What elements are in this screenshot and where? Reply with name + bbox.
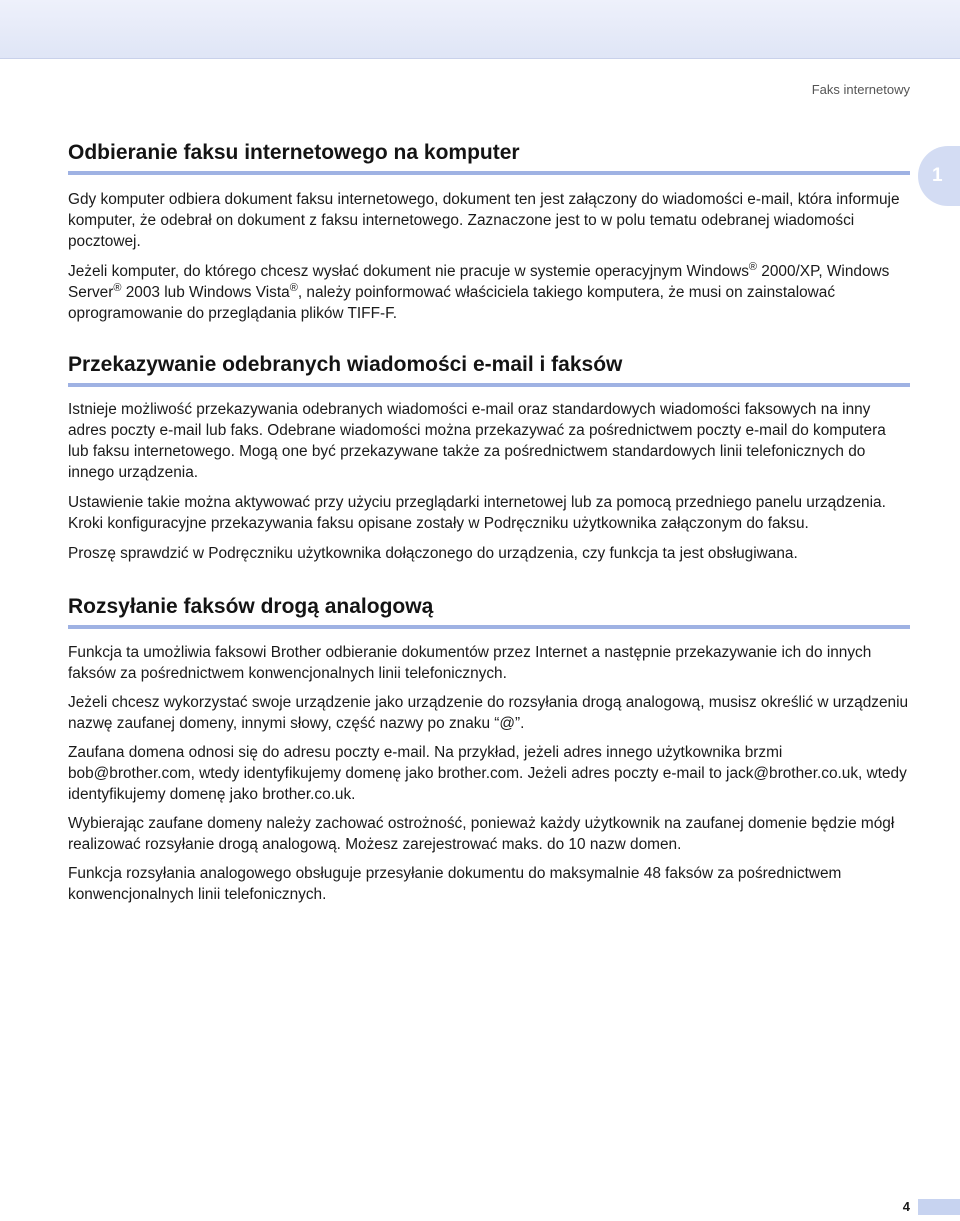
registered-mark: ®: [748, 260, 758, 273]
section-receiving-fax: [68, 140, 910, 324]
paragraph: Jeżeli chcesz wykorzystać swoje urządzenie jako urządzenie do rozsyłania drogą analogową, musisz określić w urządzeniu nazwę zaufanej domeny, innymi słowy, część nazwy po znaku “@”.: [68, 694, 909, 732]
text-run: , należy poinformować właściciela takiego komputera, że musi on zainstalować oprogramowanie do przeglądania plików TIFF-F.: [68, 284, 836, 322]
paragraph: Funkcja ta umożliwia faksowi Brother odbieranie dokumentów przez Internet a następnie przekazywanie ich do innych faksów za pośrednictwem konwencjonalnych linii telefonicznych.: [68, 644, 872, 682]
registered-mark: ®: [113, 281, 122, 294]
paragraph: Gdy komputer odbiera dokument faksu internetowego, dokument ten jest załączony do wiadomości e-mail, która informuje komputer, że odebrał on dokument z faksu internetowego. Zaznaczone jest to w polu tematu odebranej wiadomości pocztowej.: [68, 191, 900, 250]
paragraph: Istnieje możliwość przekazywania odebranych wiadomości e-mail oraz standardowych wiadomości faksowych na inny adres poczty e-mail lub faks. Odebrane wiadomości można przekazywać za pośrednictwem poczty e-mail do komputera lub faksu internetowego. Mogą one być przekazywane także za pośrednictwem standardowych linii telefonicznych do innego urządzenia.: [68, 401, 886, 481]
section-heading: Przekazywanie odebranych wiadomości e-mail i faksów: [68, 352, 910, 387]
section-relay-broadcast: [68, 594, 910, 905]
running-header: Faks internetowy: [811, 82, 910, 97]
text-run: 2003 lub Windows Vista: [121, 284, 290, 301]
paragraph: Ustawienie takie można aktywować przy użyciu przeglądarki internetowej lub za pomocą przedniego panelu urządzenia. Kroki konfiguracyjne przekazywania faksu opisane zostały w Podręczniku użytkownika załączonym do faksu.: [68, 494, 886, 532]
page-number: 4: [902, 1199, 910, 1214]
page-content: [68, 140, 910, 913]
section-heading: Odbieranie faksu internetowego na komputer: [68, 140, 910, 175]
section-heading: Rozsyłanie faksów drogą analogową: [68, 594, 910, 629]
footer-bar: [918, 1199, 960, 1215]
top-band: [0, 0, 960, 59]
paragraph: Wybierając zaufane domeny należy zachować ostrożność, ponieważ każdy użytkownik na zaufanej domenie będzie mógł realizować rozsyłanie drogą analogową. Możesz zarejestrować maks. do 10 nazw domen.: [68, 815, 895, 853]
chapter-number: 1: [932, 165, 943, 186]
paragraph: Proszę sprawdzić w Podręczniku użytkownika dołączonego do urządzenia, czy funkcja ta jest obsługiwana.: [68, 545, 798, 562]
text-run: Jeżeli komputer, do którego chcesz wysłać dokument nie pracuje w systemie operacyjnym Windows: [68, 263, 749, 280]
text-run: 2000/XP, Windows Server: [68, 263, 890, 301]
section-forwarding: [68, 352, 910, 564]
chapter-tab: [918, 146, 960, 206]
paragraph: Zaufana domena odnosi się do adresu poczty e-mail. Na przykład, jeżeli adres innego użytkownika brzmi bob@brother.com, wtedy identyfikujemy domenę jako brother.com. Jeżeli adres poczty e-mail to jack@brother.co.uk, wtedy identyfikujemy domenę jako brother.co.uk.: [68, 744, 907, 803]
paragraph: Funkcja rozsyłania analogowego obsługuje przesyłanie dokumentu do maksymalnie 48 faksów za pośrednictwem konwencjonalnych linii telefonicznych.: [68, 865, 842, 903]
registered-mark: ®: [289, 281, 298, 294]
paragraph-windows: [68, 261, 910, 324]
